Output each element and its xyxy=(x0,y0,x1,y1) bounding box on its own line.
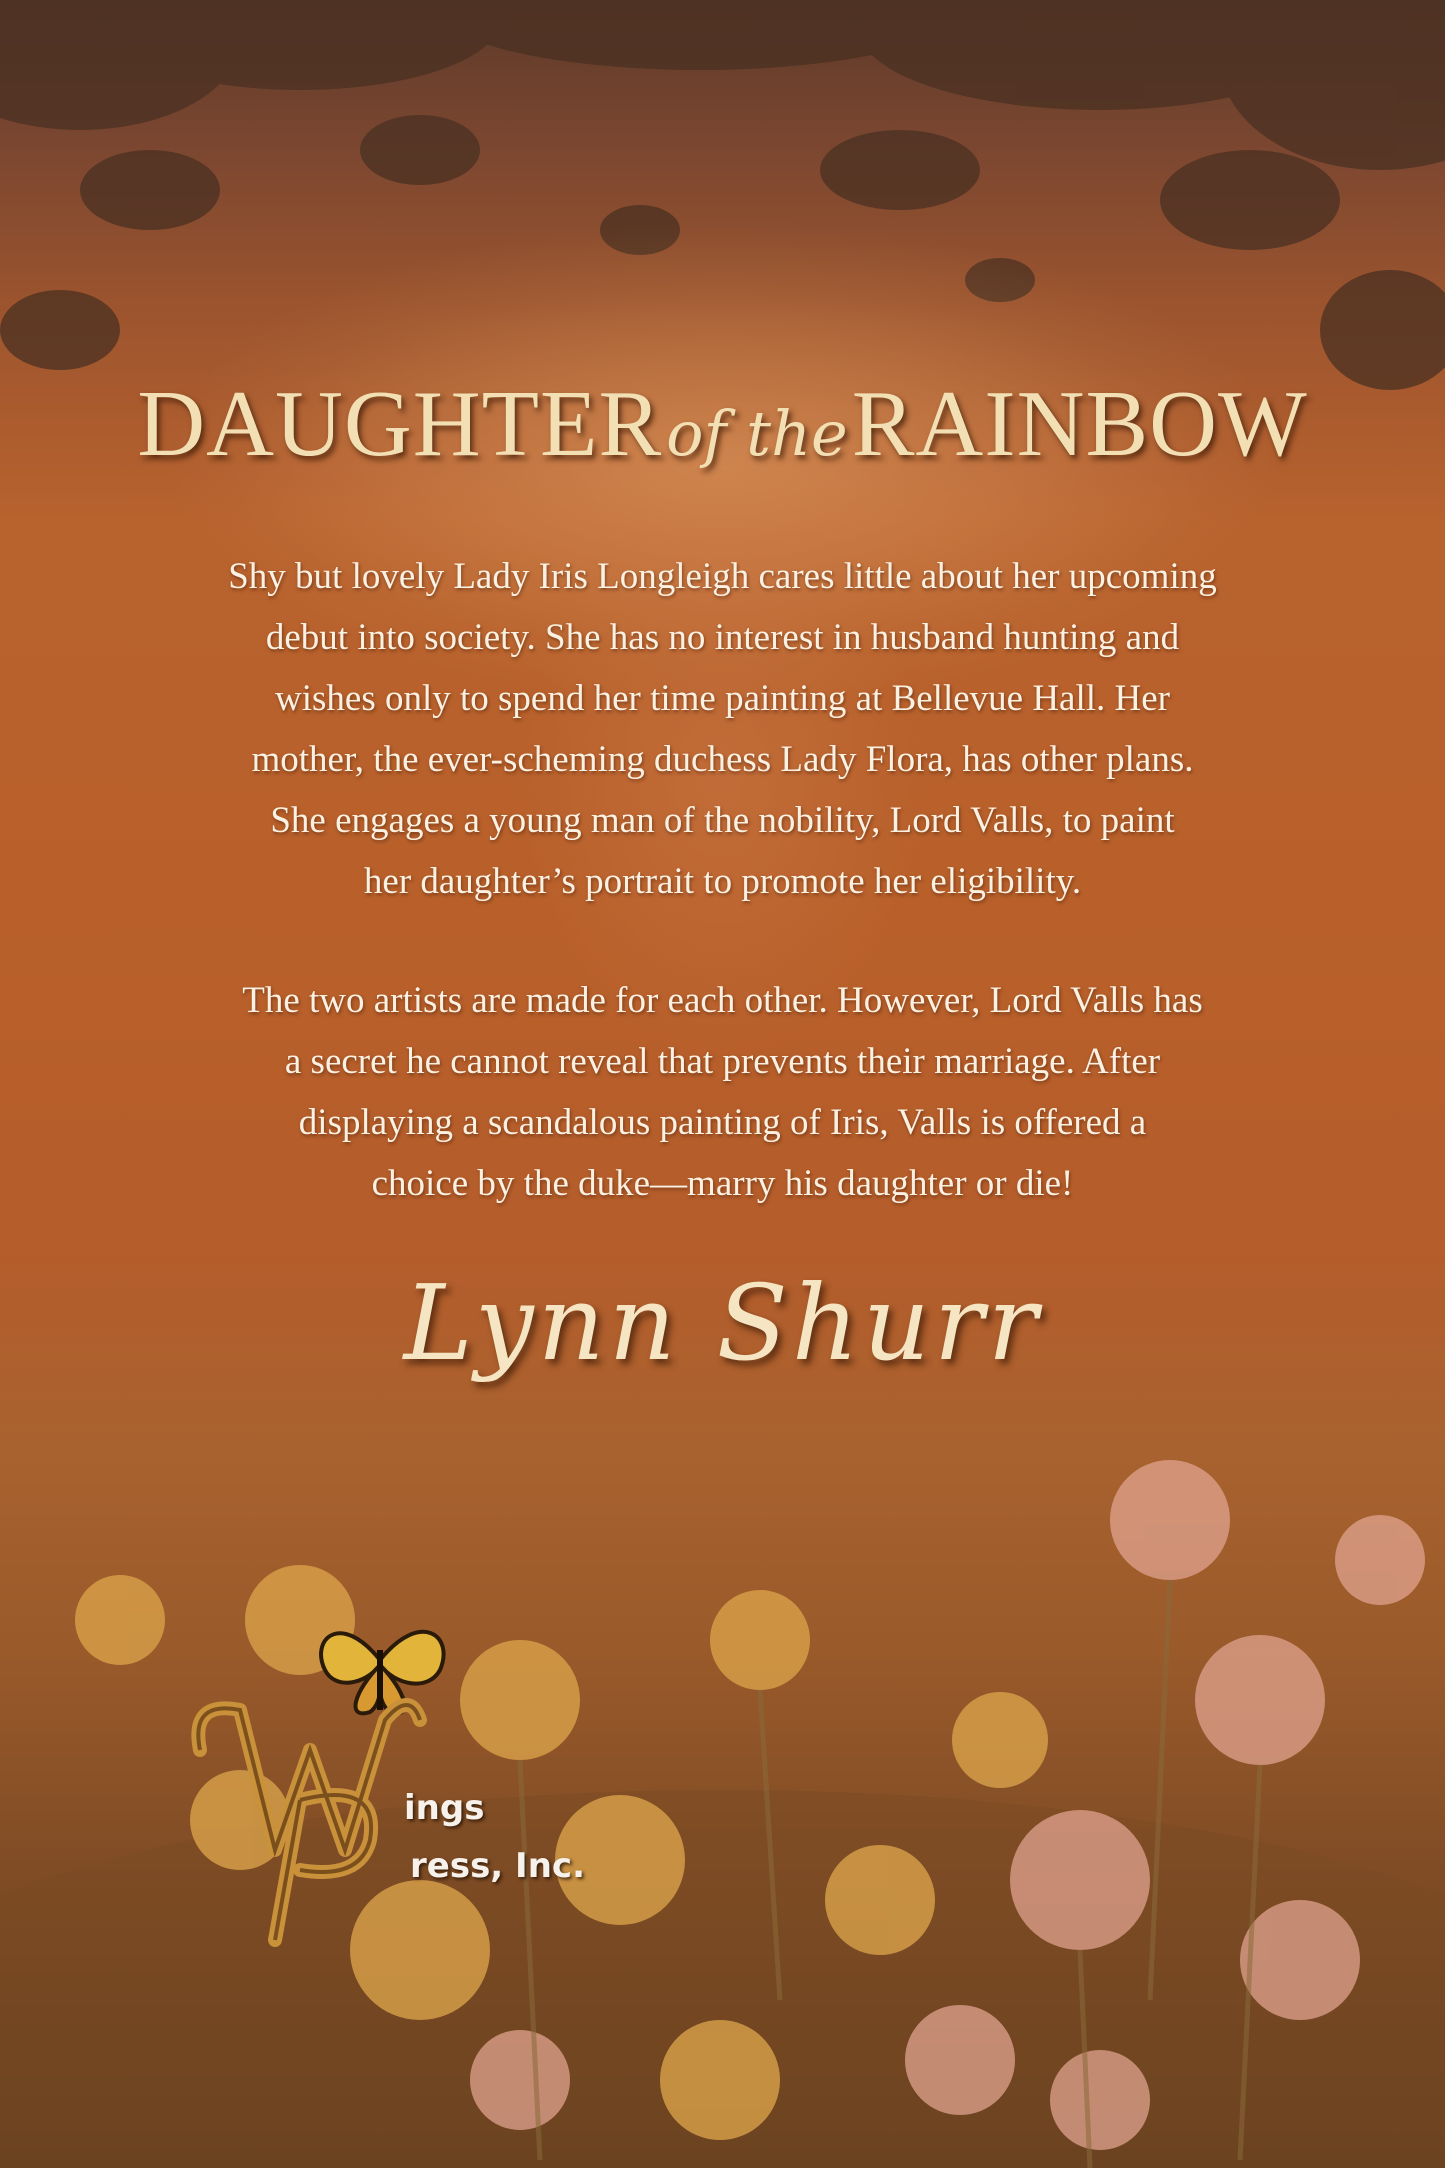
book-title xyxy=(0,370,1445,478)
blurb-paragraph-2 xyxy=(110,970,1335,1214)
title-daughter: DAUGHTER xyxy=(137,372,663,476)
publisher-line-1: ings xyxy=(404,1788,485,1828)
blurb-line: displaying a scandalous painting of Iris, Valls is offered a xyxy=(298,1102,1147,1143)
wp-monogram xyxy=(198,1705,420,1940)
blurb-line: mother, the ever-scheming duchess Lady Flora, has other plans. xyxy=(251,739,1194,780)
blurb-line: debut into society. She has no interest in husband hunting and xyxy=(265,617,1180,658)
publisher-emblem xyxy=(180,1600,580,1960)
butterfly-icon xyxy=(321,1632,443,1713)
blurb-line: choice by the duke—marry his daughter or die! xyxy=(371,1163,1074,1204)
blurb-line: her daughter’s portrait to promote her eligibility. xyxy=(363,861,1082,902)
blurb-line: The two artists are made for each other. However, Lord Valls has xyxy=(242,980,1203,1021)
publisher-logo xyxy=(180,1600,585,1960)
title-rainbow: RAINBOW xyxy=(851,372,1308,476)
blurb-line: Shy but lovely Lady Iris Longleigh cares little about her upcoming xyxy=(228,556,1217,597)
author-name: Lynn Shurr xyxy=(403,1262,1042,1384)
publisher-line-2: ress, Inc. xyxy=(410,1846,585,1886)
title-of-the: of the xyxy=(666,397,848,470)
blurb-line: wishes only to spend her time painting at Bellevue Hall. Her xyxy=(275,678,1170,719)
blurb-line: She engages a young man of the nobility, Lord Valls, to paint xyxy=(270,800,1175,841)
blurb-paragraph-1 xyxy=(110,546,1335,912)
blurb-line: a secret he cannot reveal that prevents their marriage. After xyxy=(284,1041,1161,1082)
